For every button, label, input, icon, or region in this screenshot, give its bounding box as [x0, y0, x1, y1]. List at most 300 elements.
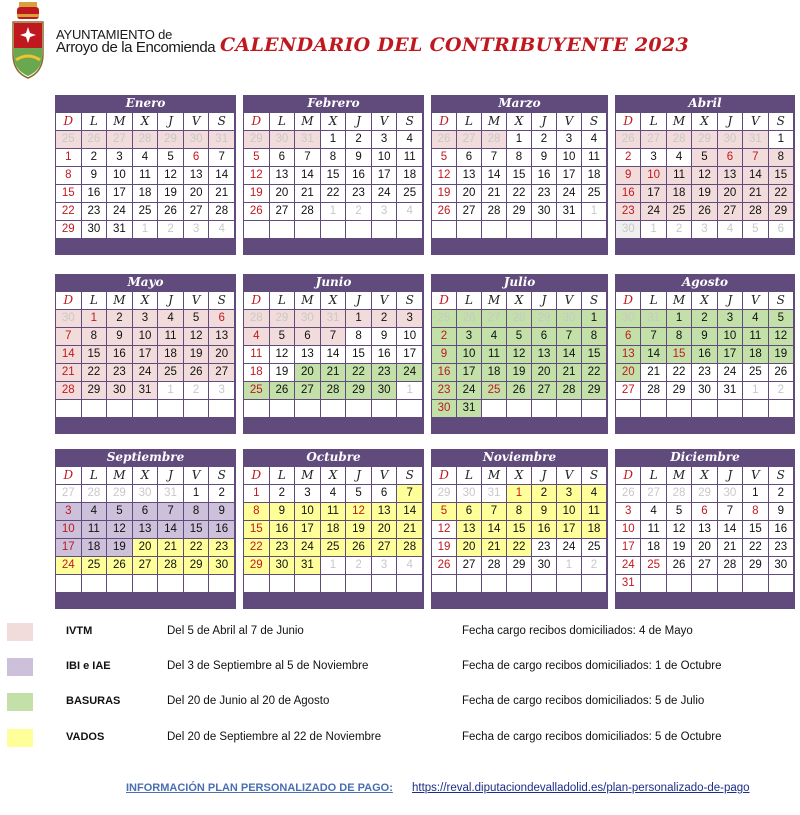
day-cell: 20 [133, 539, 158, 556]
weekday-label: L [641, 292, 665, 309]
day-cell: 5 [769, 310, 793, 327]
weekday-label: X [507, 292, 531, 309]
weekday-label: J [532, 467, 556, 484]
payment-plan-link[interactable]: https://reval.diputaciondevalladolid.es/plan-personalizado-de-pago [412, 782, 750, 794]
weekday-label: D [432, 292, 456, 309]
day-cell: 8 [769, 149, 793, 166]
day-cell: 1 [667, 310, 691, 327]
day-cell: 13 [184, 167, 209, 184]
day-cell: 15 [743, 521, 767, 538]
legend-label: VADOS [66, 731, 105, 743]
day-cell: 28 [743, 203, 767, 220]
day-cell [270, 400, 295, 417]
weekday-label: D [616, 292, 640, 309]
day-cell: 28 [482, 203, 506, 220]
weekday-label: S [209, 113, 234, 130]
day-cell: 23 [769, 539, 793, 556]
day-cell: 12 [158, 167, 183, 184]
day-cell: 1 [582, 310, 606, 327]
day-cell: 31 [457, 400, 481, 417]
day-cell: 26 [616, 131, 640, 148]
day-cell: 30 [432, 400, 456, 417]
day-cell: 30 [270, 557, 295, 574]
day-cell [270, 221, 295, 238]
day-cell: 23 [82, 203, 107, 220]
day-cell: 29 [82, 382, 107, 399]
day-cell: 6 [184, 149, 209, 166]
legend-swatch-ibi-iae [7, 658, 33, 676]
month-body [615, 291, 795, 434]
weekday-label: S [769, 113, 793, 130]
day-cell: 3 [457, 328, 481, 345]
day-cell: 28 [718, 557, 742, 574]
day-cell: 6 [616, 328, 640, 345]
day-cell: 28 [133, 131, 158, 148]
day-cell: 14 [158, 521, 183, 538]
day-cell: 29 [532, 310, 556, 327]
day-cell: 8 [82, 328, 107, 345]
day-cell: 30 [82, 221, 107, 238]
day-cell: 14 [482, 167, 506, 184]
day-cell: 27 [532, 382, 556, 399]
day-cell: 23 [107, 364, 132, 381]
day-cell [582, 221, 606, 238]
day-cell: 28 [641, 382, 665, 399]
weekday-label: L [641, 113, 665, 130]
month-body [243, 466, 424, 609]
weekday-label: L [457, 467, 481, 484]
day-cell: 10 [616, 521, 640, 538]
day-cell: 1 [158, 382, 183, 399]
day-cell: 4 [641, 503, 665, 520]
day-cell [718, 575, 742, 592]
day-cell: 16 [372, 346, 397, 363]
day-cell: 9 [692, 328, 716, 345]
day-cell: 3 [209, 382, 234, 399]
month-septiembre [55, 449, 236, 609]
day-cell: 18 [244, 364, 269, 381]
day-cell: 21 [482, 185, 506, 202]
day-cell: 19 [769, 346, 793, 363]
day-cell: 25 [667, 203, 691, 220]
day-cell: 25 [582, 539, 606, 556]
day-cell: 10 [718, 328, 742, 345]
day-cell: 24 [616, 557, 640, 574]
weekday-label: V [557, 292, 581, 309]
weekday-label: M [482, 113, 506, 130]
day-cell: 30 [532, 557, 556, 574]
day-cell: 19 [107, 539, 132, 556]
day-cell: 23 [692, 364, 716, 381]
day-cell: 28 [482, 131, 506, 148]
weekday-label: L [82, 467, 107, 484]
month-title: Febrero [243, 95, 424, 112]
day-cell: 10 [107, 167, 132, 184]
day-cell: 1 [507, 485, 531, 502]
day-cell: 3 [692, 221, 716, 238]
month-body [431, 112, 608, 255]
day-cell: 3 [397, 310, 422, 327]
day-cell: 6 [372, 485, 397, 502]
day-cell: 15 [184, 521, 209, 538]
day-cell: 12 [692, 167, 716, 184]
day-cell [295, 575, 320, 592]
day-cell: 30 [372, 382, 397, 399]
day-cell: 28 [244, 310, 269, 327]
day-cell [184, 575, 209, 592]
day-cell: 11 [667, 167, 691, 184]
day-cell: 25 [432, 310, 456, 327]
day-cell: 4 [133, 149, 158, 166]
day-cell: 4 [82, 503, 107, 520]
day-cell: 5 [743, 221, 767, 238]
day-cell: 24 [372, 185, 397, 202]
day-cell: 11 [244, 346, 269, 363]
day-cell: 31 [158, 485, 183, 502]
day-cell [107, 575, 132, 592]
legend-label: IVTM [66, 625, 93, 637]
day-cell: 14 [56, 346, 81, 363]
weekday-label: L [82, 292, 107, 309]
day-cell: 31 [718, 382, 742, 399]
day-cell [482, 221, 506, 238]
day-cell: 13 [457, 167, 481, 184]
day-cell: 16 [82, 185, 107, 202]
day-cell: 2 [270, 485, 295, 502]
day-cell [295, 221, 320, 238]
day-cell [56, 575, 81, 592]
day-cell: 19 [667, 539, 691, 556]
day-cell: 11 [321, 503, 346, 520]
day-cell: 23 [209, 539, 234, 556]
day-cell: 29 [769, 203, 793, 220]
day-cell: 26 [457, 310, 481, 327]
day-cell: 13 [457, 521, 481, 538]
day-cell: 16 [346, 167, 371, 184]
day-cell: 9 [107, 328, 132, 345]
day-cell: 13 [372, 503, 397, 520]
day-cell: 9 [209, 503, 234, 520]
day-cell: 6 [295, 328, 320, 345]
day-cell: 13 [718, 167, 742, 184]
day-cell [667, 400, 691, 417]
day-cell: 2 [667, 221, 691, 238]
day-cell: 27 [457, 203, 481, 220]
legend-cargo: Fecha de cargo recibos domiciliados: 5 de Octubre [462, 731, 722, 743]
day-cell [82, 575, 107, 592]
day-cell: 19 [692, 185, 716, 202]
day-cell: 7 [397, 485, 422, 502]
day-cell: 17 [457, 364, 481, 381]
day-cell [158, 575, 183, 592]
day-cell: 2 [616, 149, 640, 166]
day-cell: 15 [667, 346, 691, 363]
month-title: Enero [55, 95, 236, 112]
day-cell: 30 [718, 485, 742, 502]
weekday-label: L [270, 113, 295, 130]
day-cell: 19 [244, 185, 269, 202]
day-cell: 2 [769, 485, 793, 502]
day-cell [158, 400, 183, 417]
weekday-label: D [244, 113, 269, 130]
day-cell: 3 [56, 503, 81, 520]
day-cell [184, 400, 209, 417]
day-cell: 22 [507, 185, 531, 202]
day-cell: 14 [397, 503, 422, 520]
day-cell: 27 [718, 203, 742, 220]
legend-row-vados [0, 729, 800, 751]
day-cell: 11 [582, 503, 606, 520]
day-cell [209, 400, 234, 417]
day-cell: 17 [133, 346, 158, 363]
weekday-label: V [184, 467, 209, 484]
day-cell: 25 [133, 203, 158, 220]
day-cell: 24 [557, 539, 581, 556]
day-cell: 15 [507, 521, 531, 538]
day-cell: 1 [56, 149, 81, 166]
legend-swatch-basuras [7, 693, 33, 711]
day-cell: 20 [184, 185, 209, 202]
day-cell: 14 [295, 167, 320, 184]
day-cell: 3 [184, 221, 209, 238]
day-cell: 17 [372, 167, 397, 184]
day-cell: 14 [641, 346, 665, 363]
day-cell: 11 [743, 328, 767, 345]
day-cell: 17 [557, 521, 581, 538]
day-cell: 1 [397, 382, 422, 399]
day-cell: 31 [557, 203, 581, 220]
day-cell: 8 [321, 149, 346, 166]
day-cell: 30 [107, 382, 132, 399]
day-cell: 12 [270, 346, 295, 363]
day-cell [616, 400, 640, 417]
weekday-label: J [346, 467, 371, 484]
day-cell: 5 [184, 310, 209, 327]
day-cell: 18 [582, 167, 606, 184]
day-cell: 29 [244, 131, 269, 148]
day-cell: 24 [457, 382, 481, 399]
month-body [615, 112, 795, 255]
day-cell: 31 [482, 485, 506, 502]
day-cell [718, 400, 742, 417]
day-cell: 27 [641, 131, 665, 148]
day-cell [397, 400, 422, 417]
day-cell: 5 [270, 328, 295, 345]
day-cell: 10 [295, 503, 320, 520]
day-cell: 2 [158, 221, 183, 238]
day-cell: 1 [641, 221, 665, 238]
day-cell: 10 [557, 149, 581, 166]
month-julio [431, 274, 608, 434]
legend-row-ibi-iae [0, 658, 800, 680]
day-cell: 30 [133, 485, 158, 502]
day-cell: 12 [107, 521, 132, 538]
day-cell: 21 [557, 364, 581, 381]
day-cell [321, 400, 346, 417]
day-cell: 4 [743, 310, 767, 327]
day-cell: 2 [107, 310, 132, 327]
day-cell: 15 [244, 521, 269, 538]
day-cell: 30 [184, 131, 209, 148]
day-cell: 15 [346, 346, 371, 363]
day-cell: 15 [321, 167, 346, 184]
month-febrero [243, 95, 424, 255]
day-cell: 11 [582, 149, 606, 166]
day-cell: 25 [397, 185, 422, 202]
day-cell: 30 [616, 221, 640, 238]
day-cell: 13 [133, 521, 158, 538]
weekday-label: V [184, 292, 209, 309]
weekday-label: M [667, 292, 691, 309]
day-cell: 2 [582, 557, 606, 574]
day-cell: 13 [209, 328, 234, 345]
day-cell: 23 [532, 185, 556, 202]
weekday-label: V [372, 292, 397, 309]
day-cell: 16 [270, 521, 295, 538]
day-cell: 3 [295, 485, 320, 502]
day-cell: 4 [321, 485, 346, 502]
day-cell: 20 [457, 539, 481, 556]
day-cell: 18 [641, 539, 665, 556]
day-cell: 2 [372, 310, 397, 327]
day-cell: 30 [457, 485, 481, 502]
day-cell: 3 [372, 131, 397, 148]
weekday-label: S [397, 467, 422, 484]
day-cell: 11 [641, 521, 665, 538]
day-cell: 6 [692, 503, 716, 520]
day-cell: 9 [372, 328, 397, 345]
day-cell: 11 [133, 167, 158, 184]
day-cell: 23 [616, 203, 640, 220]
month-title: Septiembre [55, 449, 236, 466]
day-cell: 29 [270, 310, 295, 327]
weekday-label: S [397, 292, 422, 309]
weekday-label: M [107, 113, 132, 130]
day-cell: 21 [743, 185, 767, 202]
day-cell: 13 [295, 346, 320, 363]
day-cell: 2 [692, 310, 716, 327]
day-cell: 16 [209, 521, 234, 538]
month-agosto [615, 274, 795, 434]
weekday-label: J [158, 113, 183, 130]
weekday-label: L [270, 292, 295, 309]
day-cell: 22 [743, 539, 767, 556]
weekday-label: V [372, 467, 397, 484]
day-cell: 10 [457, 346, 481, 363]
day-cell [482, 575, 506, 592]
legend-cargo: Fecha de cargo recibos domiciliados: 1 de Octubre [462, 660, 722, 672]
day-cell: 6 [209, 310, 234, 327]
legend-cargo: Fecha de cargo recibos domiciliados: 5 de Julio [462, 695, 705, 707]
day-cell [397, 575, 422, 592]
day-cell: 19 [432, 539, 456, 556]
day-cell: 27 [107, 131, 132, 148]
day-cell: 19 [346, 521, 371, 538]
day-cell: 18 [397, 167, 422, 184]
month-noviembre [431, 449, 608, 609]
day-cell [557, 221, 581, 238]
day-cell: 8 [184, 503, 209, 520]
day-cell: 13 [532, 346, 556, 363]
organization-line-2: Arroyo de la Encomienda [56, 39, 216, 56]
day-cell: 28 [56, 382, 81, 399]
day-cell: 30 [56, 310, 81, 327]
weekday-label: X [133, 292, 158, 309]
weekday-label: S [582, 467, 606, 484]
day-cell: 25 [244, 382, 269, 399]
weekday-label: M [107, 292, 132, 309]
day-cell: 19 [432, 185, 456, 202]
weekday-label: J [718, 113, 742, 130]
weekday-label: J [718, 467, 742, 484]
month-enero [55, 95, 236, 255]
day-cell: 12 [667, 521, 691, 538]
day-cell: 9 [532, 503, 556, 520]
day-cell: 8 [56, 167, 81, 184]
day-cell: 20 [692, 539, 716, 556]
day-cell: 9 [432, 346, 456, 363]
day-cell: 2 [346, 557, 371, 574]
day-cell: 4 [397, 131, 422, 148]
day-cell: 4 [244, 328, 269, 345]
day-cell: 19 [158, 185, 183, 202]
day-cell: 31 [133, 382, 158, 399]
day-cell: 13 [616, 346, 640, 363]
weekday-label: M [482, 467, 506, 484]
legend-period: Del 20 de Junio al 20 de Agosto [167, 695, 330, 707]
weekday-label: J [158, 467, 183, 484]
day-cell: 2 [532, 131, 556, 148]
day-cell: 2 [346, 131, 371, 148]
day-cell: 24 [557, 185, 581, 202]
day-cell [743, 575, 767, 592]
day-cell: 7 [209, 149, 234, 166]
day-cell: 10 [397, 328, 422, 345]
day-cell: 8 [743, 503, 767, 520]
day-cell: 5 [244, 149, 269, 166]
day-cell [667, 575, 691, 592]
day-cell [295, 400, 320, 417]
day-cell: 31 [107, 221, 132, 238]
day-cell: 4 [158, 310, 183, 327]
day-cell: 16 [769, 521, 793, 538]
day-cell: 26 [158, 203, 183, 220]
day-cell: 1 [133, 221, 158, 238]
day-cell: 9 [270, 503, 295, 520]
day-cell: 21 [641, 364, 665, 381]
day-cell: 30 [532, 203, 556, 220]
day-cell: 29 [667, 382, 691, 399]
day-cell: 25 [582, 185, 606, 202]
day-cell: 12 [244, 167, 269, 184]
day-cell: 22 [244, 539, 269, 556]
day-cell: 24 [641, 203, 665, 220]
weekday-label: X [321, 292, 346, 309]
day-cell: 28 [158, 557, 183, 574]
weekday-label: X [507, 467, 531, 484]
day-cell: 29 [507, 203, 531, 220]
weekday-label: J [718, 292, 742, 309]
legend-swatch-ivtm [7, 623, 33, 641]
day-cell: 6 [532, 328, 556, 345]
day-cell: 21 [718, 539, 742, 556]
day-cell: 21 [158, 539, 183, 556]
day-cell: 20 [209, 346, 234, 363]
day-cell: 14 [743, 167, 767, 184]
organization-line-1: AYUNTAMIENTO de [56, 27, 173, 42]
day-cell: 3 [557, 131, 581, 148]
weekday-label: S [769, 467, 793, 484]
